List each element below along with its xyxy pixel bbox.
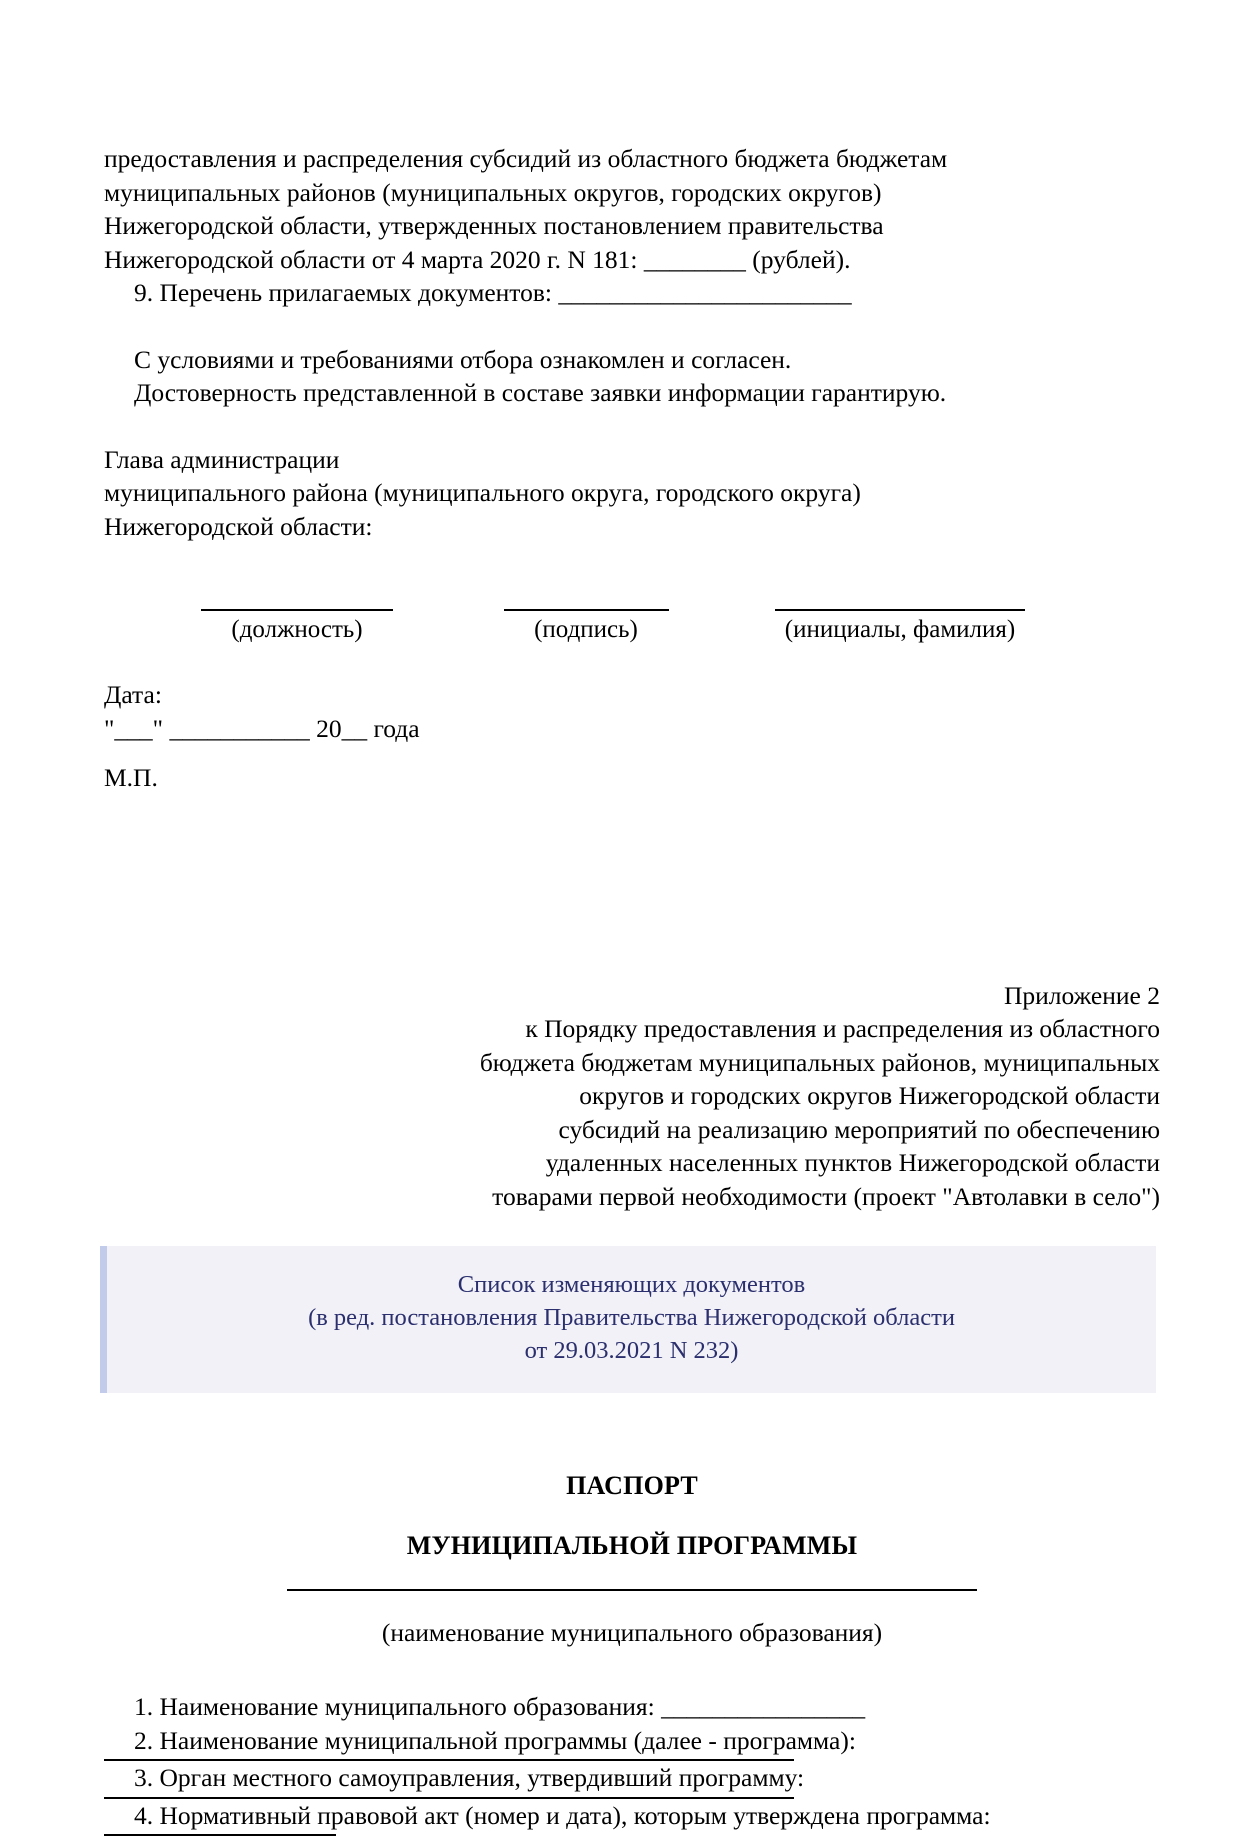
signature-rule-signature xyxy=(504,609,669,611)
spacer xyxy=(104,1213,1160,1246)
intro-paragraph xyxy=(104,142,1160,276)
page-content xyxy=(104,142,1160,1836)
passport-item-2: 2. Наименование муниципальной программы (далее - программа): xyxy=(134,1725,856,1755)
spacer xyxy=(104,410,1160,443)
appendix-line-5: удаленных населенных пунктов Нижегородской области xyxy=(545,1148,1160,1177)
signature-cell-initials xyxy=(720,609,1080,645)
signature-cell-position xyxy=(142,609,452,645)
acknowledgement-line-1: С условиями и требованиями отбора ознакомлен и согласен. xyxy=(134,344,792,374)
appendix-line-1: к Порядку предоставления и распределения из областного xyxy=(525,1014,1160,1043)
intro-line-2: муниципальных районов (муниципальных округов, городских округов) xyxy=(104,177,882,207)
passport-item-1: 1. Наименование муниципального образования: ________________ xyxy=(134,1692,866,1721)
appendix-line-6: товарами первой необходимости (проект "Автолавки в село") xyxy=(492,1181,1160,1211)
spacer xyxy=(104,1674,1160,1690)
date-label: Дата: xyxy=(104,680,162,709)
appendix-line-4: субсидий на реализацию мероприятий по обеспечению xyxy=(558,1114,1160,1144)
signatory-line-2: муниципального района (муниципального округа, городского округа) xyxy=(104,478,861,507)
amendment-notice-line-3: от 29.03.2021 N 232) xyxy=(524,1337,739,1364)
signatory-line-1: Глава администрации xyxy=(104,444,340,474)
passport-item-4: 4. Нормативный правовой акт (номер и дата), которым утверждена программа: xyxy=(134,1800,991,1830)
amendment-notice-line-2: (в ред. постановления Правительства Нижегородской области xyxy=(308,1304,955,1331)
signature-caption-signature: (подпись) xyxy=(534,616,638,643)
spacer xyxy=(104,310,1160,343)
signature-rule-position xyxy=(201,609,393,611)
municipality-name-rule xyxy=(287,1589,977,1591)
appendix-reference-block xyxy=(104,979,1160,1214)
signature-rule-initials xyxy=(775,609,1025,611)
signature-cell-signature xyxy=(452,609,720,645)
amendment-notice-line-1: Список изменяющих документов xyxy=(457,1271,806,1298)
municipality-name-caption: (наименование муниципального образования) xyxy=(381,1617,883,1647)
spacer xyxy=(104,745,1160,761)
stamp-label: М.П. xyxy=(104,763,158,792)
item-9-attachments: 9. Перечень прилагаемых документов: _______________________ xyxy=(134,278,852,307)
signature-row xyxy=(104,609,1160,645)
spacer xyxy=(104,645,1160,678)
signature-caption-initials: (инициалы, фамилия) xyxy=(784,616,1016,643)
passport-item-3: 3. Орган местного самоуправления, утвердивший программу: xyxy=(134,1763,805,1792)
spacer xyxy=(104,795,1160,913)
appendix-line-2: бюджета бюджетам муниципальных районов, муниципальных xyxy=(479,1047,1160,1077)
passport-title-line-2: МУНИЦИПАЛЬНОЙ ПРОГРАММЫ xyxy=(406,1531,858,1560)
passport-title-line-1: ПАСПОРТ xyxy=(566,1471,698,1500)
amendment-notice-box xyxy=(100,1246,1156,1393)
intro-line-4: Нижегородской области от 4 марта 2020 г. N 181: ________ (рублей). xyxy=(104,244,851,274)
spacer xyxy=(104,1393,1160,1443)
spacer xyxy=(104,543,1160,609)
appendix-line-3: округов и городских округов Нижегородской области xyxy=(579,1081,1160,1110)
acknowledgement-line-2: Достоверность представленной в составе заявки информации гарантирую. xyxy=(134,378,947,407)
date-line: "___" ___________ 20__ года xyxy=(104,713,420,743)
signature-caption-position: (должность) xyxy=(231,616,363,643)
intro-line-3: Нижегородской области, утвержденных постановлением правительства xyxy=(104,211,884,240)
spacer xyxy=(104,913,1160,979)
signatory-line-3: Нижегородской области: xyxy=(104,511,373,541)
appendix-number: Приложение 2 xyxy=(1004,980,1160,1010)
intro-line-1: предоставления и распределения субсидий из областного бюджета бюджетам xyxy=(104,144,948,173)
